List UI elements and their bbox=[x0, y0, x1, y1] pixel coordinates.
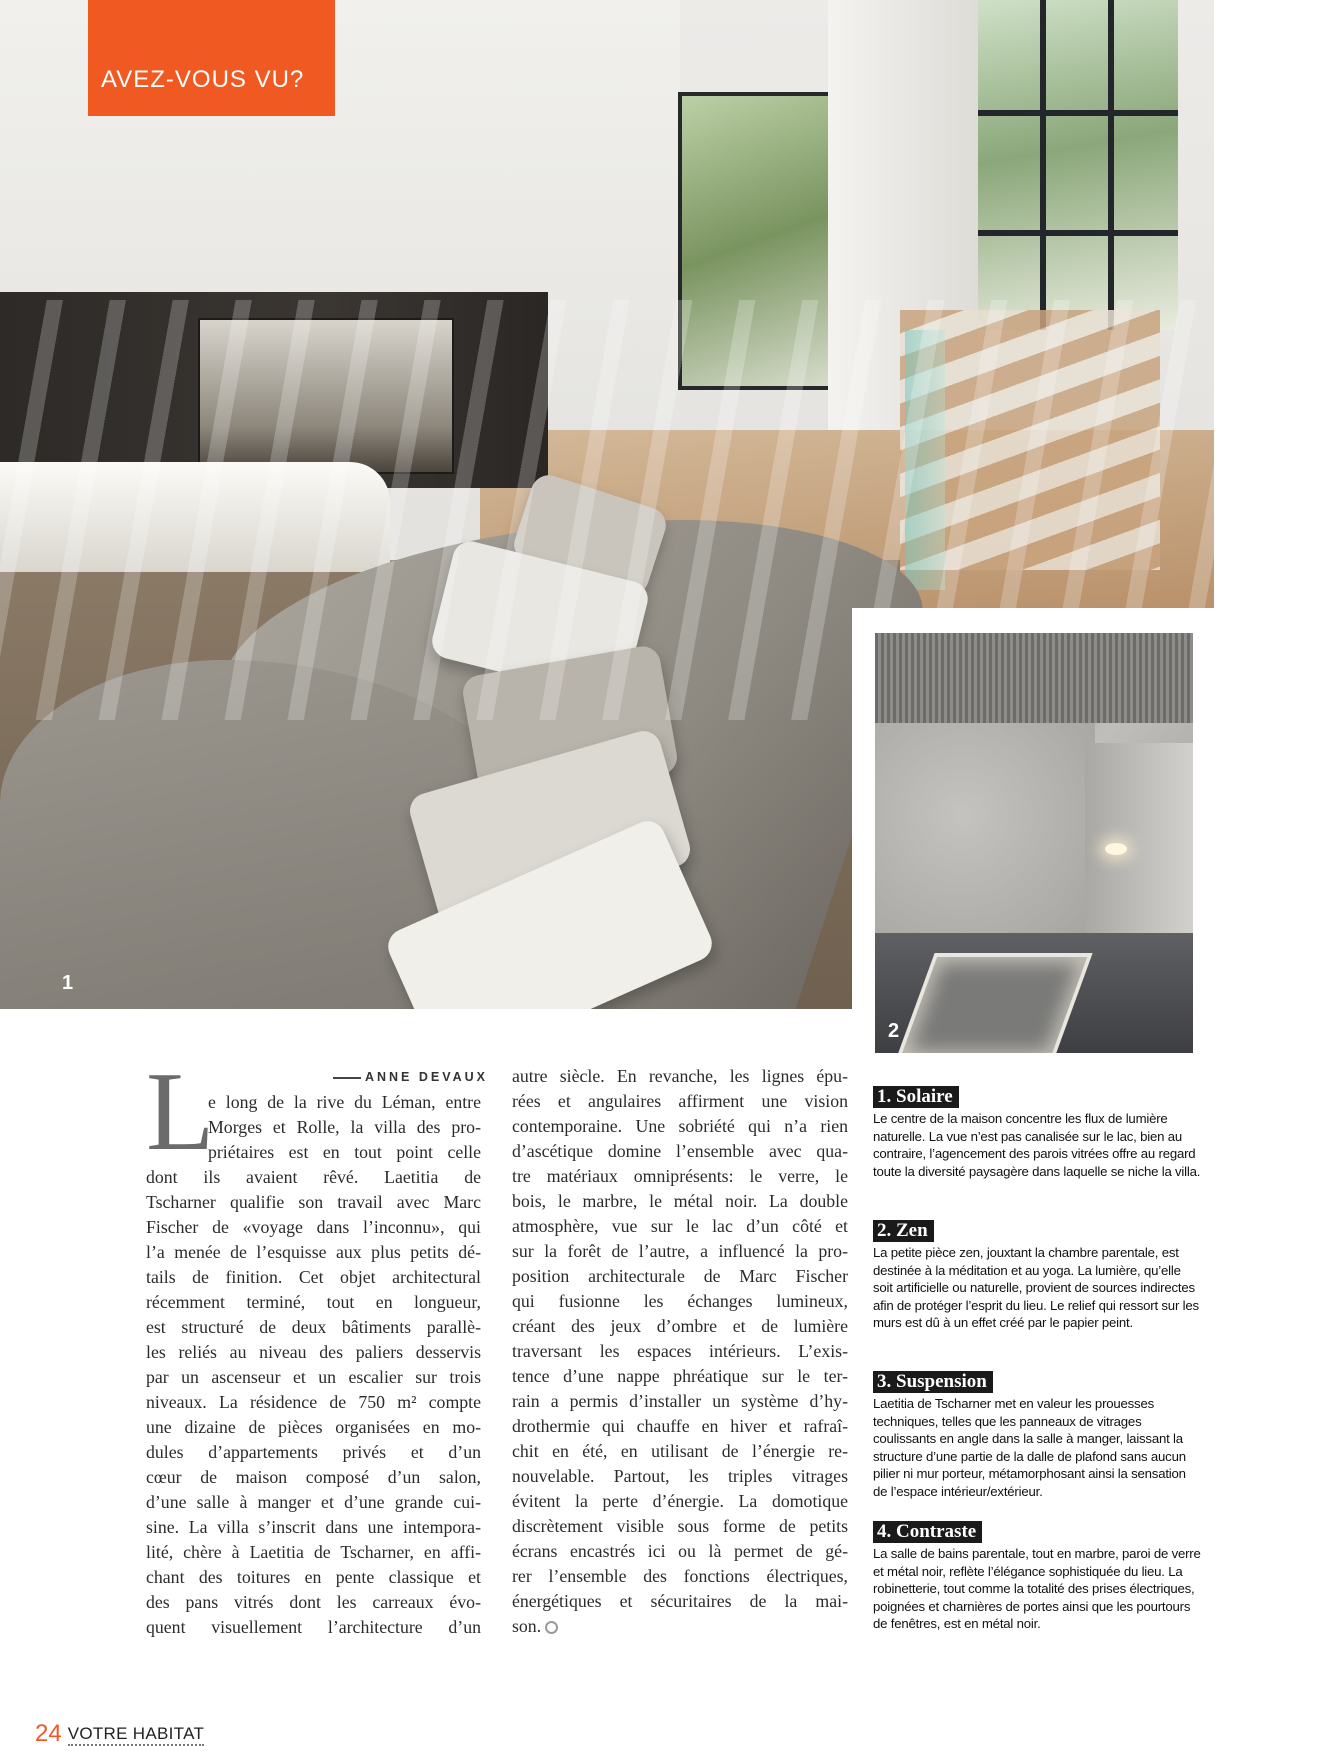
page-number: 24 bbox=[35, 1720, 62, 1747]
text-line: chit en été, en utilisant de l’énergie re- bbox=[512, 1441, 848, 1461]
text-line: e long de la rive du Léman, entre bbox=[208, 1092, 481, 1112]
sidebar-text: La salle de bains parentale, tout en marbre, paroi de verre et métal noir, reflète l’élégance sophistiquée du lieu. La robinetterie, tout comme la totalité des prises électriques, poignées et charnières de portes ainsi que les pourtours de fenêtres, est en métal noir. bbox=[873, 1546, 1201, 1632]
text-line: dont ils avaient rêvé. Laetitia de bbox=[146, 1167, 481, 1187]
text-line: traversant les espaces intérieurs. L’exis- bbox=[512, 1341, 848, 1361]
text-line: rain a permis d’installer un système d’hy- bbox=[512, 1391, 848, 1411]
text-line: récemment terminé, tout en longueur, bbox=[146, 1292, 481, 1312]
text-line-final bbox=[512, 1614, 848, 1639]
sidebar-block-zen bbox=[873, 1220, 1203, 1332]
byline bbox=[328, 1070, 488, 1084]
magazine-name: VOTRE HABITAT bbox=[68, 1725, 204, 1746]
sidebar-block-suspension bbox=[873, 1371, 1203, 1501]
text-line: créant des jeux d’ombre et de lumière bbox=[512, 1316, 848, 1336]
text-line: qui fusionne les échanges lumineux, bbox=[512, 1291, 848, 1311]
text-line: lité, chère à Laetitia de Tscharner, en affi- bbox=[146, 1542, 481, 1562]
text-line: est structuré de deux bâtiments parallè- bbox=[146, 1317, 481, 1337]
text-line: discrètement visible sous forme de petits bbox=[512, 1516, 848, 1536]
text-line: contemporaine. Une sobriété qui n’a rien bbox=[512, 1116, 848, 1136]
text-line: sur la forêt de l’autre, a influencé la pro- bbox=[512, 1241, 848, 1261]
text-line: écrans encastrés ici ou là permet de gé- bbox=[512, 1541, 848, 1561]
sidebar-heading: 2. Zen bbox=[873, 1220, 934, 1242]
text-line: priétaires est en tout point celle bbox=[208, 1142, 481, 1162]
photo-staircase-window bbox=[978, 0, 1178, 330]
photo-number-1: 1 bbox=[62, 972, 74, 994]
section-tag bbox=[88, 0, 335, 116]
page-footer bbox=[35, 1722, 204, 1746]
text-line: rées et angulaires affirment une vision bbox=[512, 1091, 848, 1111]
article-column-2 bbox=[512, 1064, 848, 1639]
text-line: position architecturale de Marc Fischer bbox=[512, 1266, 848, 1286]
text-line: bois, le marbre, le métal noir. La double bbox=[512, 1191, 848, 1211]
text-line: quent visuellement l’architecture d’un bbox=[146, 1617, 481, 1637]
text-line: Fischer de «voyage dans l’inconnu», qui bbox=[146, 1217, 481, 1237]
text-line: Morges et Rolle, la villa des pro- bbox=[208, 1117, 481, 1137]
byline-dash bbox=[333, 1077, 361, 1079]
sidebar-heading: 4. Contraste bbox=[873, 1521, 982, 1543]
text-line: drothermie qui chauffe en hiver et rafraî- bbox=[512, 1416, 848, 1436]
sidebar-heading: 3. Suspension bbox=[873, 1371, 993, 1393]
text-line: d’ascétique domine l’ensemble avec qua- bbox=[512, 1141, 848, 1161]
sidebar-block-solaire bbox=[873, 1086, 1203, 1180]
text-line: dules d’appartements privés et d’un bbox=[146, 1442, 481, 1462]
text-line: une dizaine de pièces organisées en mo- bbox=[146, 1417, 481, 1437]
text-line: rer l’ensemble des fonctions électriques, bbox=[512, 1566, 848, 1586]
inset-photo-zen-room bbox=[875, 633, 1193, 1053]
sidebar-text: Laetitia de Tscharner met en valeur les prouesses techniques, telles que les panneaux de vitrages coulissants en angle dans la salle à manger, laissant la structure d’une partie de la dalle de plafond sans aucun pilier ni mur porteur, métamorphosant ainsi la sensation de l’espace intérieur/extérieur. bbox=[873, 1396, 1186, 1499]
text-line: tails de finition. Cet objet architectural bbox=[146, 1267, 481, 1287]
sidebar-heading: 1. Solaire bbox=[873, 1086, 959, 1108]
text-line: atmosphère, vue sur le lac d’un côté et bbox=[512, 1216, 848, 1236]
text-line: énergétiques et sécuritaires de la mai- bbox=[512, 1591, 848, 1611]
byline-author: ANNE DEVAUX bbox=[364, 1070, 488, 1084]
text-line: l’a menée de l’esquisse aux plus petits dé- bbox=[146, 1242, 481, 1262]
text-line: des pans vitrés dont les carreaux évo- bbox=[146, 1592, 481, 1612]
text-line: cœur de maison composé d’un salon, bbox=[146, 1467, 481, 1487]
section-tag-label: AVEZ-VOUS VU? bbox=[101, 66, 305, 93]
article-column-1 bbox=[146, 1090, 481, 1640]
photo-number-2: 2 bbox=[888, 1020, 900, 1042]
end-of-article-icon bbox=[545, 1621, 558, 1634]
sidebar-text: La petite pièce zen, jouxtant la chambre parentale, est destinée à la méditation et au yoga. La lumière, qu’elle soit artificielle ou naturelle, provient de sources indirectes afin de protéger l’esprit du lieu. Le relief qui ressort sur les murs est dû à un effet créé par le papier peint. bbox=[873, 1245, 1199, 1331]
sidebar-text: Le centre de la maison concentre les flux de lumière naturelle. La vue n’est pas canalisée sur le lac, bien au contraire, l’agencement des parois vitrées offre au regard toute la diversité paysagère dans laquelle se niche la villa. bbox=[873, 1111, 1201, 1179]
text-line: d’une salle à manger et d’une grande cui- bbox=[146, 1492, 481, 1512]
text-line: par un ascenseur et un escalier sur trois bbox=[146, 1367, 481, 1387]
sidebar-block-contraste bbox=[873, 1521, 1203, 1633]
text-line: tence d’une nappe phréatique sur le ter- bbox=[512, 1366, 848, 1386]
text-line: évitent la perte d’énergie. La domotique bbox=[512, 1491, 848, 1511]
text-line-final-text: son. bbox=[512, 1616, 542, 1636]
text-line: niveaux. La résidence de 750 m² compte bbox=[146, 1392, 481, 1412]
text-line: nouvelable. Partout, les triples vitrages bbox=[512, 1466, 848, 1486]
text-line: tre matériaux omniprésents: le verre, le bbox=[512, 1166, 848, 1186]
text-line: les reliés au niveau des paliers desservis bbox=[146, 1342, 481, 1362]
drop-cap: L bbox=[146, 1050, 215, 1174]
text-line: autre siècle. En revanche, les lignes épu- bbox=[512, 1066, 848, 1086]
text-line: chant des toitures en pente classique et bbox=[146, 1567, 481, 1587]
text-line: sine. La villa s’inscrit dans une intempora- bbox=[146, 1517, 481, 1537]
text-line: Tscharner qualifie son travail avec Marc bbox=[146, 1192, 481, 1212]
